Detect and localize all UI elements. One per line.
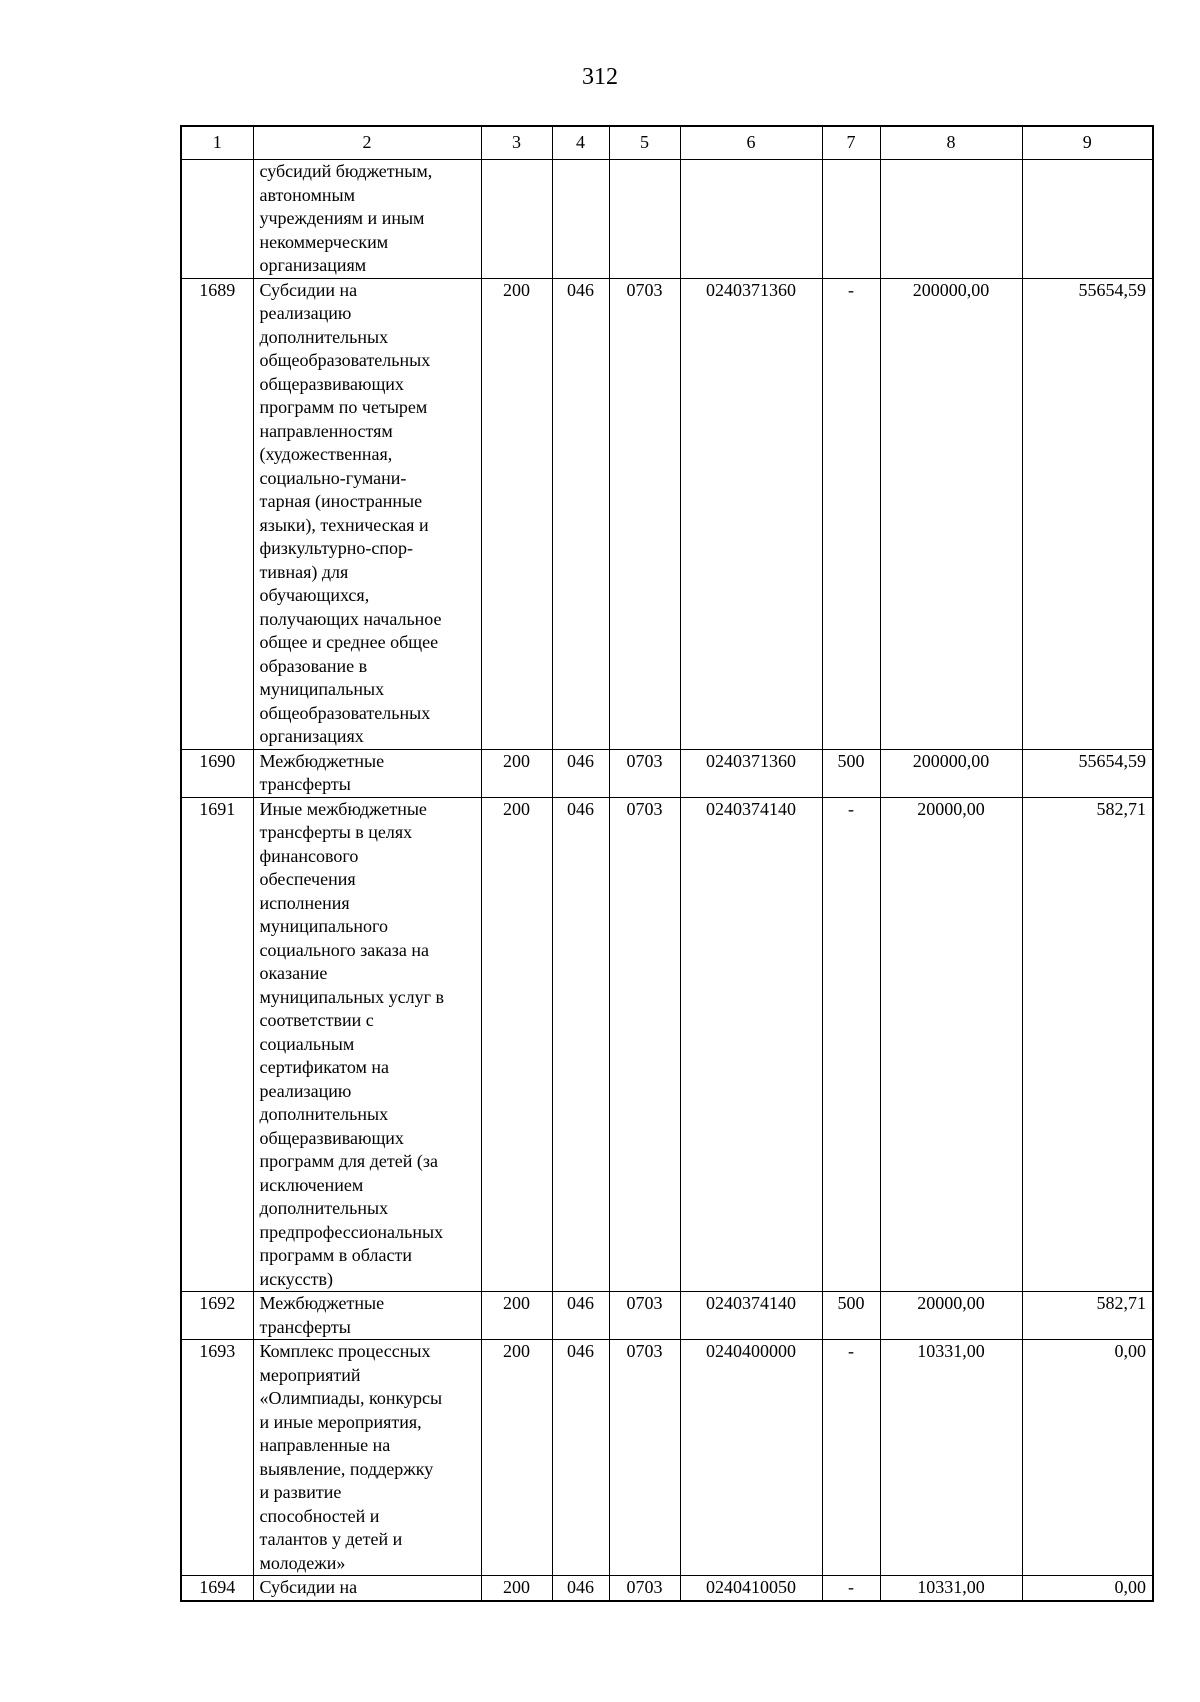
column-header-7: 7 [822,126,880,160]
cell-col8: 20000,00 [880,1292,1022,1340]
row-number: 1694 [181,1576,253,1601]
cell-col3: 200 [481,1292,552,1340]
column-header-9: 9 [1022,126,1153,160]
column-header-8: 8 [880,126,1022,160]
row-name: Субсидии на [253,1576,481,1601]
column-header-6: 6 [680,126,822,160]
cell-col6: 0240374140 [680,1292,822,1340]
row-number: 1693 [181,1340,253,1576]
cell-col7: - [822,797,880,1292]
row-number: 1689 [181,278,253,749]
column-header-2: 2 [253,126,481,160]
table-row [181,1292,1153,1340]
table-row [181,1576,1153,1601]
table-row [181,278,1153,749]
cell-col3: 200 [481,797,552,1292]
cell-col3: 200 [481,278,552,749]
cell-col8: 200000,00 [880,278,1022,749]
cell-col3: 200 [481,1576,552,1601]
cell-col4: 046 [552,797,609,1292]
row-name: Межбюджетные трансферты [253,1292,481,1340]
column-header-4: 4 [552,126,609,160]
row-name: Субсидии на реализацию дополнительных общеобразовательных общеразвивающих программ по четырем направленностям (художественная, социально-гумани- тарная (иностранные языки), техническая и физкультурно-спор- тивная) для обучающихся, получающих начальное общее и среднее общее образование в муниципальных общеобразовательных организациях [253,278,481,749]
cell-col4: 046 [552,749,609,797]
row-number: 1692 [181,1292,253,1340]
cell-col9 [1022,160,1153,279]
row-name: Иные межбюджетные трансферты в целях финансового обеспечения исполнения муниципального социального заказа на оказание муниципальных услуг в соответствии с социальным сертификатом на реализацию дополнительных общеразвивающих программ для детей (за исключением дополнительных предпрофессиональных программ в области искусств) [253,797,481,1292]
cell-col4 [552,160,609,279]
table-row [181,749,1153,797]
cell-col5: 0703 [609,749,680,797]
cell-col9: 582,71 [1022,797,1153,1292]
row-name: субсидий бюджетным, автономным учреждениям и иным некоммерческим организациям [253,160,481,279]
cell-col8: 20000,00 [880,797,1022,1292]
cell-col8 [880,160,1022,279]
cell-col6: 0240410050 [680,1576,822,1601]
cell-col6: 0240400000 [680,1340,822,1576]
row-number [181,160,253,279]
cell-col5: 0703 [609,278,680,749]
cell-col4: 046 [552,278,609,749]
row-number: 1690 [181,749,253,797]
cell-col5: 0703 [609,1292,680,1340]
cell-col8: 10331,00 [880,1576,1022,1601]
cell-col6: 0240374140 [680,797,822,1292]
column-header-3: 3 [481,126,552,160]
cell-col8: 200000,00 [880,749,1022,797]
cell-col4: 046 [552,1576,609,1601]
page-number: 312 [582,64,618,90]
cell-col9: 0,00 [1022,1576,1153,1601]
cell-col5 [609,160,680,279]
row-name: Комплекс процессных мероприятий «Олимпиады, конкурсы и иные мероприятия, направленные на выявление, поддержку и развитие способностей и талантов у детей и молодежи» [253,1340,481,1576]
cell-col7: - [822,1576,880,1601]
cell-col3 [481,160,552,279]
cell-col6 [680,160,822,279]
cell-col3: 200 [481,1340,552,1576]
cell-col4: 046 [552,1340,609,1576]
column-header-5: 5 [609,126,680,160]
row-name: Межбюджетные трансферты [253,749,481,797]
table-row [181,797,1153,1292]
cell-col4: 046 [552,1292,609,1340]
cell-col3: 200 [481,749,552,797]
cell-col9: 582,71 [1022,1292,1153,1340]
cell-col9: 55654,59 [1022,749,1153,797]
cell-col6: 0240371360 [680,278,822,749]
header-row [181,126,1153,160]
cell-col7: 500 [822,1292,880,1340]
row-number: 1691 [181,797,253,1292]
cell-col7 [822,160,880,279]
budget-table [180,125,1154,1602]
cell-col5: 0703 [609,797,680,1292]
cell-col9: 55654,59 [1022,278,1153,749]
table-row [181,1340,1153,1576]
table-row [181,160,1153,279]
column-header-1: 1 [181,126,253,160]
cell-col7: 500 [822,749,880,797]
cell-col5: 0703 [609,1340,680,1576]
cell-col8: 10331,00 [880,1340,1022,1576]
cell-col7: - [822,278,880,749]
cell-col6: 0240371360 [680,749,822,797]
cell-col7: - [822,1340,880,1576]
cell-col5: 0703 [609,1576,680,1601]
cell-col9: 0,00 [1022,1340,1153,1576]
